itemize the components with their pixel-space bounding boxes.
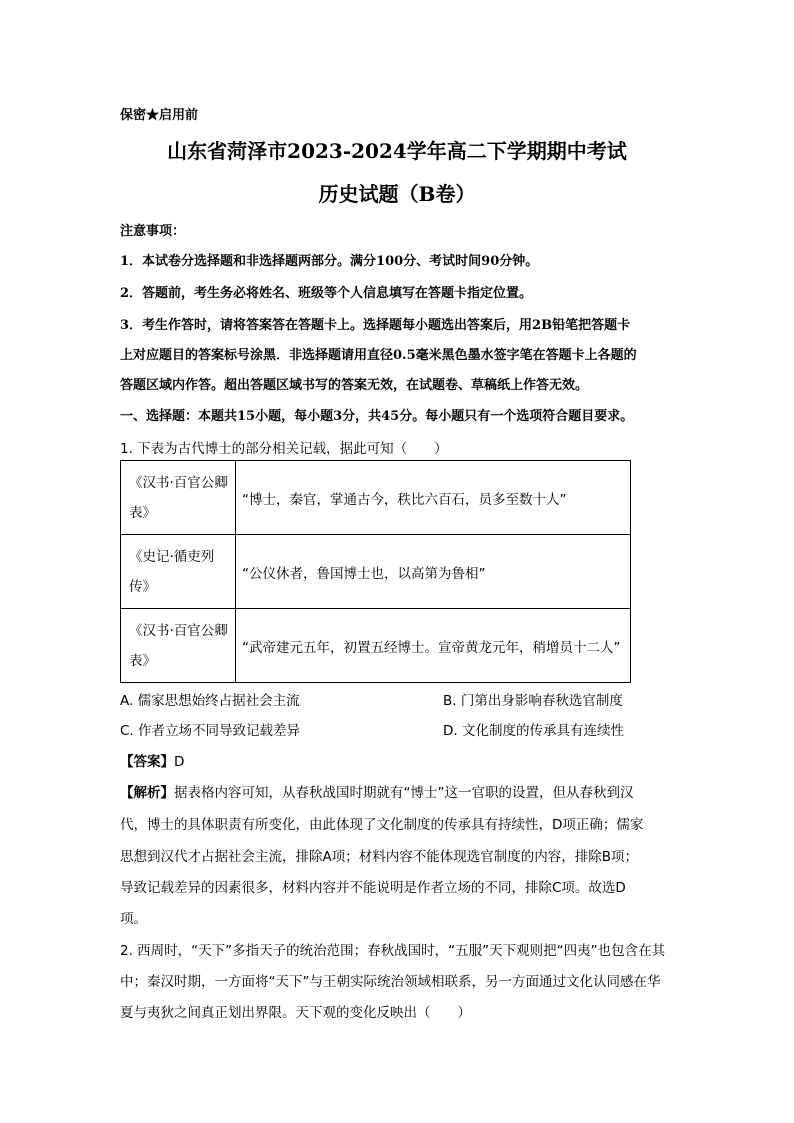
answer-value: D <box>174 754 185 770</box>
table-cell-quote: “博士，秦官，掌通古今，秩比六百石，员多至数十人” <box>236 461 631 535</box>
confidential-label: 保密★启用前 <box>120 108 199 123</box>
analysis-text: 项。 <box>120 911 147 927</box>
exam-title: 山东省菏泽市2023-2024学年高二下学期期中考试 <box>167 139 627 163</box>
question-2-text: 2. 西周时，“天下”多指天子的统治范围；春秋战国时，“五服”天下观则把“四夷”也包含在其 <box>120 943 666 959</box>
analysis-text: 思想到汉代才占据社会主流，排除A项；材料内容不能体现选官制度的内容，排除B项； <box>120 849 638 865</box>
note-item: 答题区域内作答。超出答题区域书写的答案无效，在试题卷、草稿纸上作答无效。 <box>120 378 589 393</box>
question-1-table <box>120 460 631 683</box>
analysis-text: 据表格内容可知，从春秋战国时期就有“博士”这一官职的设置，但从春秋到汉 <box>174 785 634 801</box>
notes-heading: 注意事项： <box>120 224 186 239</box>
note-item: 3．考生作答时，请将答案答在答题卡上。选择题每小题选出答案后，用2B铅笔把答题卡 <box>120 318 631 333</box>
table-cell-source: 《汉书·百官公卿表》 <box>121 461 236 535</box>
answer-line <box>120 750 184 770</box>
note-item: 2．答题前，考生务必将姓名、班级等个人信息填写在答题卡指定位置。 <box>120 286 533 301</box>
table-row <box>121 461 631 535</box>
table-row <box>121 609 631 683</box>
option-c: C. 作者立场不同导致记载差异 <box>120 723 301 739</box>
table-cell-source: 《汉书·百官公卿表》 <box>121 609 236 683</box>
analysis-text: 导致记载差异的因素很多，材料内容并不能说明是作者立场的不同，排除C项。故选D <box>120 880 626 896</box>
note-item: 1．本试卷分选择题和非选择题两部分。满分100分、考试时间90分钟。 <box>120 254 539 269</box>
question-1-stem: 1. 下表为古代博士的部分相关记载，据此可知（ ） <box>120 441 448 457</box>
table-row <box>121 535 631 609</box>
note-item: 上对应题目的答案标号涂黑．非选择题请用直径0.5毫米黑色墨水签字笔在答题卡上各题的 <box>120 348 637 363</box>
question-2-text: 中；秦汉时期，一方面将“天下”与王朝实际统治领域相联系，另一方面通过文化认同感在华 <box>120 974 661 990</box>
exam-subtitle: 历史试题（B卷） <box>318 182 476 206</box>
question-2-text: 夏与夷狄之间真正划出界限。天下观的变化反映出（ ） <box>120 1005 471 1021</box>
table-cell-quote: “武帝建元五年，初置五经博士。宣帝黄龙元年，稍增员十二人” <box>236 609 631 683</box>
analysis-label: 【解析】 <box>120 785 174 801</box>
table-cell-source: 《史记·循吏列传》 <box>121 535 236 609</box>
option-d: D. 文化制度的传承具有连续性 <box>443 723 624 739</box>
analysis-line <box>120 781 634 801</box>
answer-label: 【答案】 <box>120 754 174 770</box>
analysis-text: 代，博士的具体职责有所变化，由此体现了文化制度的传承具有持续性，D项正确；儒家 <box>120 817 644 833</box>
option-a: A. 儒家思想始终占据社会主流 <box>120 693 300 709</box>
section-heading: 一、选择题：本题共15小题，每小题3分，共45分。每小题只有一个选项符合题目要求。 <box>120 409 634 424</box>
table-cell-quote: “公仪休者，鲁国博士也，以高第为鲁相” <box>236 535 631 609</box>
option-b: B. 门第出身影响春秋选官制度 <box>443 693 623 709</box>
